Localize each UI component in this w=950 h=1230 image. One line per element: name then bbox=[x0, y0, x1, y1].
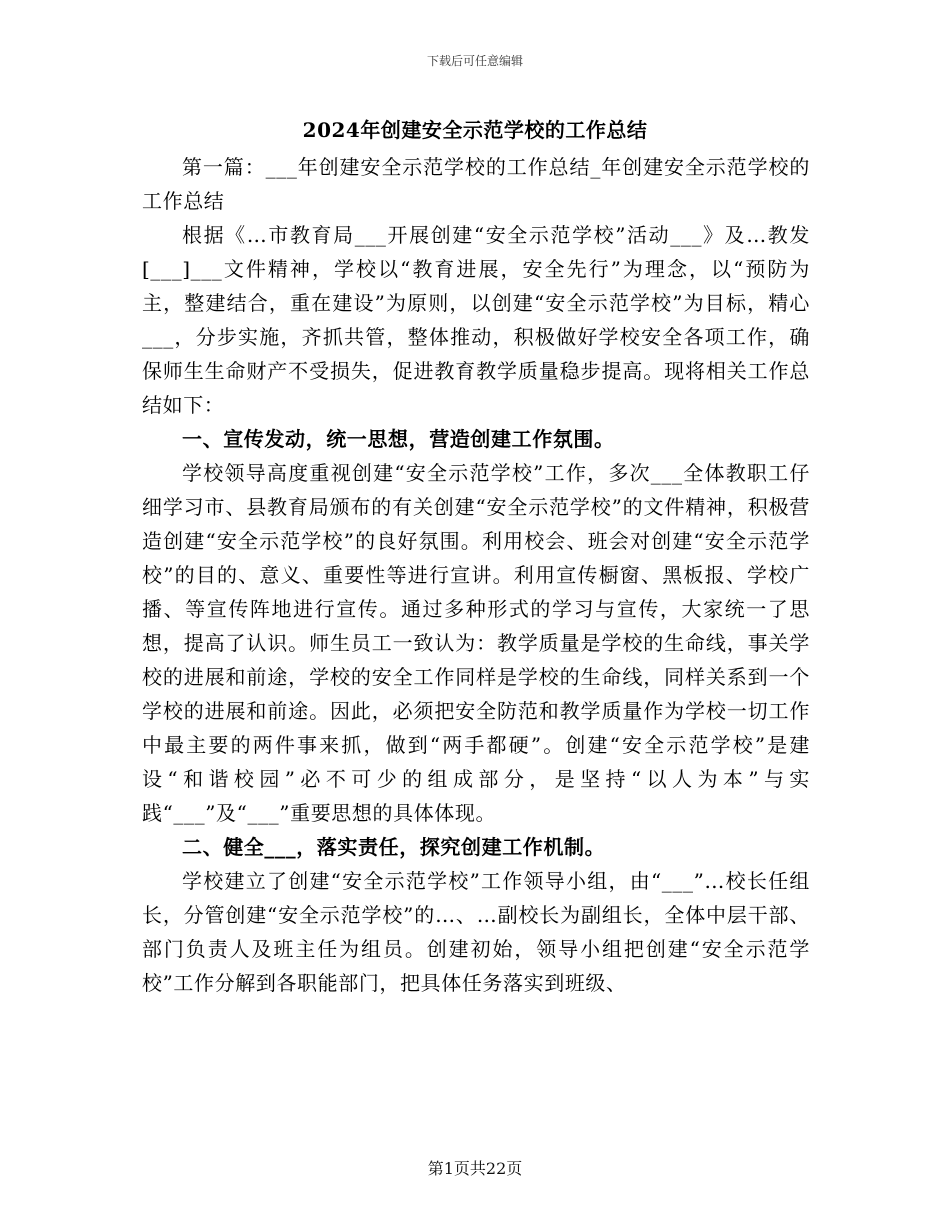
paragraph: 学校领导高度重视创建“安全示范学校”工作，多次___全体教职工仔细学习市、县教育局颁布的有关创建“安全示范学校”的文件精神，积极营造创建“安全示范学校”的良好氛围。利用校会、班会对创建“安全示范学校”的目的、意义、重要性等进行宣讲。利用宣传橱窗、黑板报、学校广播、等宣传阵地进行宣传。通过多种形式的学习与宣传，大家统一了思想，提高了认识。师生员工一致认为：教学质量是学校的生命线，事关学校的进展和前途，学校的安全工作同样是学校的生命线，同样关系到一个学校的进展和前途。因此，必须把安全防范和教学质量作为学校一切工作中最主要的两件事来抓，做到“两手都硬”。创建“安全示范学校”是建设“和谐校园”必不可少的组成部分，是坚持“以人为本”与实践“___”及“___”重要思想的具体体现。 bbox=[142, 461, 810, 825]
paragraph: 根据《…市教育局___开展创建“安全示范学校”活动___》及…教发[___]___文件精神，学校以“教育进展，安全先行”为理念，以“预防为主，整建结合，重在建设”为原则，以创建“安全示范学校”为目标，精心___，分步实施，齐抓共管，整体推动，积极做好学校安全各项工作，确保师生生命财产不受损失，促进教育教学质量稳步提高。现将相关工作总结如下： bbox=[142, 223, 810, 417]
page-footer: 第1页共22页 bbox=[427, 1159, 523, 1178]
section-heading: 二、健全___，落实责任，探究创建工作机制。 bbox=[182, 835, 606, 859]
section-heading: 一、宣传发动，统一思想，营造创建工作氛围。 bbox=[182, 427, 615, 451]
document-title: 2024年创建安全示范学校的工作总结 bbox=[302, 118, 648, 142]
document-body bbox=[142, 150, 810, 1000]
paragraph: 第一篇：___年创建安全示范学校的工作总结_年创建安全示范学校的工作总结 bbox=[142, 155, 810, 213]
paragraph: 学校建立了创建“安全示范学校”工作领导小组，由“___”…校长任组长，分管创建“安全示范学校”的…、…副校长为副组长，全体中层干部、部门负责人及班主任为组员。创建初始，领导小组把创建“安全示范学校”工作分解到各职能部门，把具体任务落实到班级、 bbox=[142, 869, 810, 995]
header-note: 下载后可任意编辑 bbox=[426, 54, 523, 68]
